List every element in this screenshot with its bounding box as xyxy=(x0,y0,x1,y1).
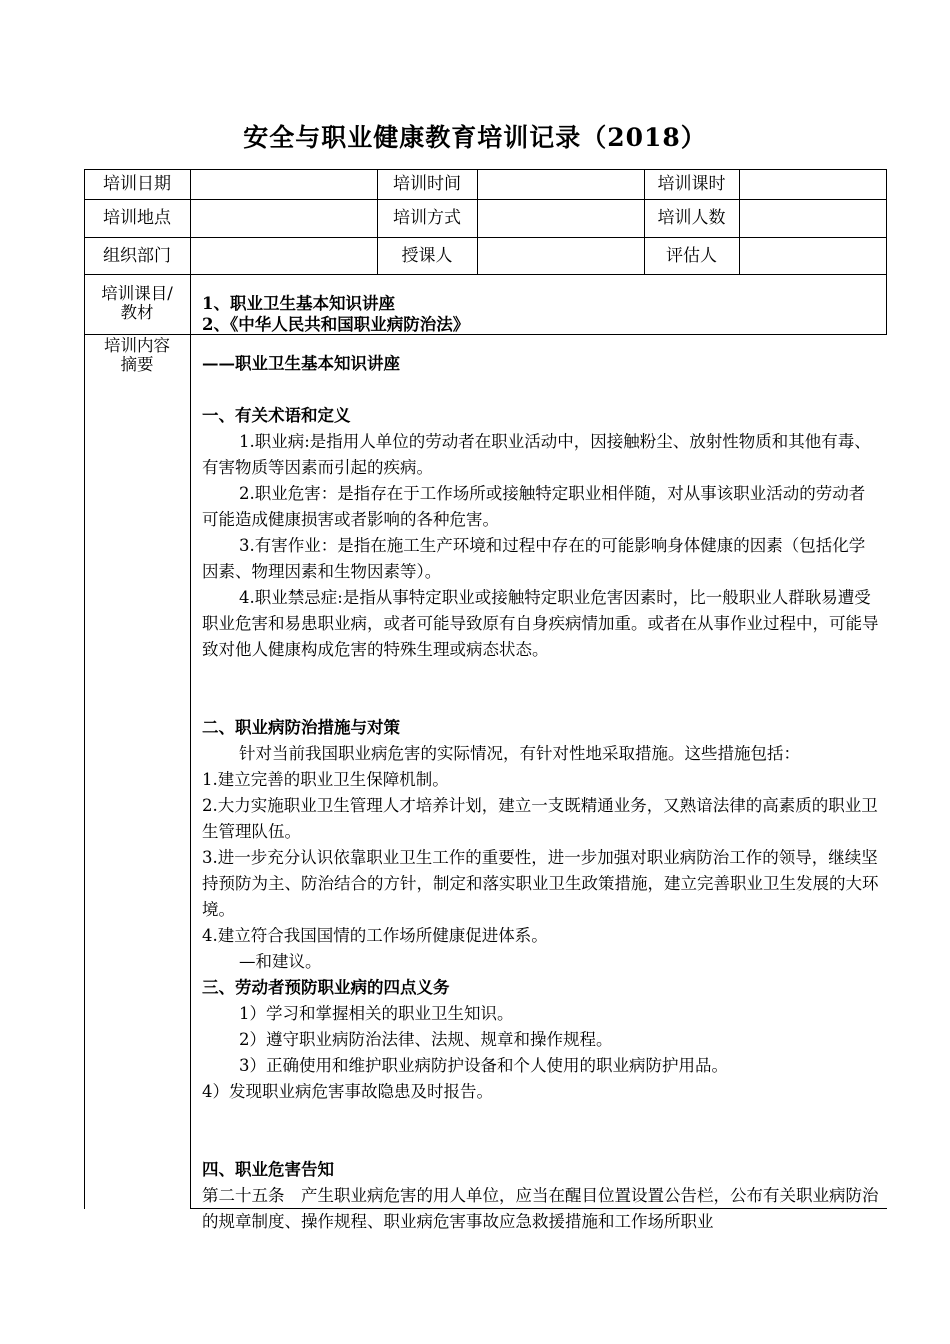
paragraph: 3.有害作业：是指在施工生产环境和过程中存在的可能影响身体健康的因素（包括化学因素、物理因素和生物因素等）。 xyxy=(202,536,866,581)
value-training-hours[interactable] xyxy=(739,169,886,199)
section-title: 三、劳动者预防职业病的四点义务 xyxy=(202,978,450,997)
value-training-location[interactable] xyxy=(190,199,377,237)
paragraph: 3.进一步充分认识依靠职业卫生工作的重要性，进一步加强对职业病防治工作的领导，继续坚持预防为主、防治结合的方针，制定和落实职业卫生政策措施，建立完善职业卫生发展的大环境。 xyxy=(202,848,879,919)
paragraph: 1.职业病:是指用人单位的劳动者在职业活动中，因接触粉尘、放射性物质和其他有毒、有害物质等因素而引起的疾病。 xyxy=(202,432,871,477)
label-organizer: 组织部门 xyxy=(103,245,171,266)
label-training-date: 培训日期 xyxy=(103,174,171,194)
content-heading: ——职业卫生基本知识讲座 xyxy=(202,354,400,373)
paragraph: 2.大力实施职业卫生管理人才培养计划，建立一支既精通业务，又熟谙法律的高素质的职业卫生管理队伍。 xyxy=(202,796,878,841)
page-title: 安全与职业健康教育培训记录（2018） xyxy=(243,123,707,152)
table-border-right xyxy=(886,169,887,335)
section-title: 一、有关术语和定义 xyxy=(202,406,351,425)
value-instructor[interactable] xyxy=(477,237,644,274)
paragraph: 第二十五条 产生职业病危害的用人单位，应当在醒目位置设置公告栏，公布有关职业病防治的规章制度、操作规程、职业病危害事故应急救援措施和工作场所职业 xyxy=(202,1186,879,1231)
content-summary xyxy=(202,351,880,1235)
table-border-left xyxy=(84,169,85,1209)
label-training-hours: 培训课时 xyxy=(657,174,726,194)
value-training-date[interactable] xyxy=(190,169,377,199)
label-training-location: 培训地点 xyxy=(103,208,171,228)
course-list xyxy=(202,293,469,335)
list-item: 2）遵守职业病防治法律、法规、规章和操作规程。 xyxy=(239,1030,613,1049)
column-divider xyxy=(190,169,191,1209)
list-item: 4）发现职业病危害事故隐患及时报告。 xyxy=(202,1082,493,1101)
list-item: 1）学习和掌握相关的职业卫生知识。 xyxy=(239,1004,514,1023)
label-training-time: 培训时间 xyxy=(393,174,461,194)
value-training-time[interactable] xyxy=(477,169,644,199)
paragraph: 2.职业危害：是指存在于工作场所或接触特定职业相伴随，对从事该职业活动的劳动者可能造成健康损害或者影响的各种危害。 xyxy=(202,484,866,529)
paragraph: 1.建立完善的职业卫生保障机制。 xyxy=(202,770,449,789)
value-trainee-count[interactable] xyxy=(739,199,886,237)
value-training-method[interactable] xyxy=(477,199,644,237)
value-evaluator[interactable] xyxy=(739,237,886,274)
paragraph: 4.职业禁忌症:是指从事特定职业或接触特定职业危害因素时，比一般职业人群耿易遭受职业危害和易患职业病，或者可能导致原有自身疾病情加重。或者在从事作业过程中，可能导致对他人健康构成危害的特殊生理或病态状态。 xyxy=(202,588,879,659)
course-item: 2、《中华人民共和国职业病防治法》 xyxy=(202,315,470,334)
section-title: 四、职业危害告知 xyxy=(202,1160,334,1179)
label-content-summary: 培训内容 摘要 xyxy=(104,336,170,374)
paragraph: 针对当前我国职业病危害的实际情况，有针对性地采取措施。这些措施包括： xyxy=(239,744,800,763)
list-item: 3）正确使用和维护职业病防护设备和个人使用的职业病防护用品。 xyxy=(239,1056,728,1075)
label-evaluator: 评估人 xyxy=(666,245,717,266)
section-title: 二、职业病防治措施与对策 xyxy=(202,718,400,737)
label-instructor: 授课人 xyxy=(401,245,453,266)
label-training-method: 培训方式 xyxy=(393,208,461,228)
label-course-material: 培训课目/ 教材 xyxy=(101,284,173,322)
course-item: 1、职业卫生基本知识讲座 xyxy=(202,294,395,313)
label-trainee-count: 培训人数 xyxy=(657,208,726,228)
training-record-table xyxy=(84,169,887,1231)
paragraph: —和建议。 xyxy=(239,952,322,971)
row-divider xyxy=(84,274,887,275)
paragraph: 4.建立符合我国国情的工作场所健康促进体系。 xyxy=(202,926,548,945)
value-organizer[interactable] xyxy=(190,237,377,274)
